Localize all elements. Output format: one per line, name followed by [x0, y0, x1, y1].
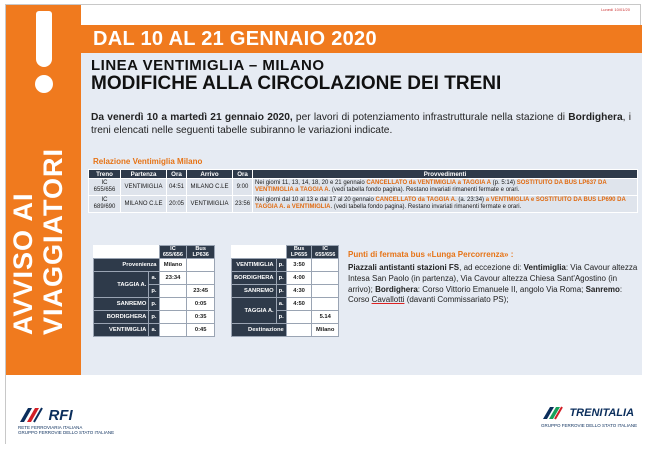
departure-station: VENTIMIGLIA	[121, 179, 167, 196]
station-name: BORDIGHERA	[232, 272, 277, 285]
provenienza-label: Provenienza	[94, 259, 160, 272]
station-name: SANREMO	[94, 298, 149, 311]
table-row	[89, 196, 638, 213]
col-ora-arrivo: Ora	[233, 170, 253, 179]
trenitalia-group: GRUPPO FERROVIE DELLO STATO ITALIANE	[541, 423, 638, 428]
col-bus: Bus LP636	[187, 246, 215, 259]
destinazione-label: Destinazione	[232, 324, 287, 337]
table-row: p. 23:45	[94, 285, 215, 298]
table-row	[89, 179, 638, 196]
train-number: IC 655/656	[89, 179, 121, 196]
station-name: BORDIGHERA	[94, 311, 149, 324]
table-row: TAGGIA A. a. 23:34	[94, 272, 215, 285]
arrival-time: 9:00	[233, 179, 253, 196]
left-orange-bar	[6, 5, 81, 375]
timetable-right	[231, 245, 339, 337]
col-partenza: Partenza	[121, 170, 167, 179]
departure-time: 04:51	[167, 179, 187, 196]
destinazione-value: Milano	[312, 324, 339, 337]
trenitalia-logo-mark-icon	[541, 403, 565, 423]
rfi-subtitle: RETE FERROVIARIA ITALIANA	[18, 425, 83, 430]
rfi-group: GRUPPO FERROVIE DELLO STATO ITALIANE	[18, 430, 115, 435]
date-range: DAL 10 AL 21 GENNAIO 2020	[93, 28, 377, 50]
table-row: SANREMO p. 4:30	[232, 285, 339, 298]
table-row: p. 5.14	[232, 311, 339, 324]
corner-mark: Lunedì 10/01/20	[601, 7, 630, 12]
trenitalia-logo	[541, 403, 637, 428]
departure-station: MILANO C.LE	[121, 196, 167, 213]
table-row	[232, 324, 339, 337]
bus-stops-text: Piazzali antistanti stazioni FS, ad eccezione di: Ventimiglia: Via Cavour altezza Intesa San Paolo (in partenza), Via Cavour altezza Chiesa Sant'Agostino (in arrivo); Bordighera: Corso Vittorio Emanuele II, angolo Via Roma; Sanremo: Corso Cavallotti (davanti Commissariato PS);	[348, 263, 638, 305]
vertical-notice-text	[8, 85, 68, 335]
col-ic: IC 655/656	[312, 246, 339, 259]
date-band	[81, 25, 642, 53]
line-title: LINEA VENTIMIGLIA – MILANO	[91, 57, 325, 74]
table-row	[94, 259, 215, 272]
table-row: SANREMO p. 0:05	[94, 298, 215, 311]
content-panel	[81, 53, 642, 375]
station-name: VENTIMIGLIA	[232, 259, 277, 272]
trains-table	[88, 169, 638, 213]
arrival-station: MILANO C.LE	[187, 179, 233, 196]
arrival-station: VENTIMIGLIA	[187, 196, 233, 213]
col-arrivo: Arrivo	[187, 170, 233, 179]
table-row: TAGGIA A. a. 4:50	[232, 298, 339, 311]
page-title: MODIFICHE ALLA CIRCOLAZIONE DEI TRENI	[91, 73, 502, 94]
table-row: BORDIGHERA p. 0:35	[94, 311, 215, 324]
table-row: VENTIMIGLIA p. 3:50	[232, 259, 339, 272]
trenitalia-name: TRENITALIA	[569, 407, 635, 419]
col-ora-partenza: Ora	[167, 170, 187, 179]
col-provvedimenti: Provvedimenti	[253, 170, 638, 179]
departure-time: 20:05	[167, 196, 187, 213]
col-ic: IC 655/656	[159, 246, 187, 259]
relation-label: Relazione Ventimiglia Milano	[93, 157, 203, 166]
measures-text: Nei giorni dal 10 al 13 e dal 17 al 20 gennaio CANCELLATO da TAGGIA A. (a. 23:34) a VENTIMIGLIA e SOSTITUITO DA BUS LP690 DA TAGGIA A. a VENTIMIGLIA. (vedi tabella fondo pagina). Restano invariati rimanenti fermate e orari.	[253, 196, 638, 213]
arrival-time: 23:56	[233, 196, 253, 213]
station-name: SANREMO	[232, 285, 277, 298]
vertical-line-1: AVVISO AI	[8, 192, 38, 335]
station-name: VENTIMIGLIA	[94, 324, 149, 337]
bus-stops-heading: Punti di fermata bus «Lunga Percorrenza» :	[348, 250, 514, 259]
station-name: TAGGIA A.	[232, 298, 277, 324]
provenienza-value: Milano	[159, 259, 187, 272]
rfi-logo	[18, 405, 114, 435]
col-bus: Bus LP655	[286, 246, 312, 259]
notice-poster	[5, 4, 641, 444]
vertical-line-2: VIAGGIATORI	[38, 147, 68, 335]
measures-text: Nei giorni 11, 13, 14, 18, 20 e 21 gennaio CANCELLATO da VENTIMIGLIA a TAGGIA A (p. 5:14) SOSTITUITO DA BUS LP637 DA VENTIMIGLIA a TAGGIA A. (vedi tabella fondo pagina). Restano invariati rimanenti fermate e orari.	[253, 179, 638, 196]
train-number: IC 689/690	[89, 196, 121, 213]
table-row: VENTIMIGLIA a. 0:45	[94, 324, 215, 337]
rfi-name: RFI	[48, 406, 73, 424]
trains-table-header	[89, 170, 638, 179]
rfi-logo-mark-icon	[18, 405, 44, 425]
footer	[6, 375, 642, 445]
timetable-left	[93, 245, 215, 337]
station-name: TAGGIA A.	[94, 272, 149, 298]
col-treno: Treno	[89, 170, 121, 179]
table-row: BORDIGHERA p. 4:00	[232, 272, 339, 285]
intro-paragraph: Da venerdì 10 a martedì 21 gennaio 2020, per lavori di potenziamento infrastrutturale nella stazione di Bordighera, i treni elencati nelle seguenti tabelle subiranno le variazioni indicate.	[91, 112, 631, 136]
